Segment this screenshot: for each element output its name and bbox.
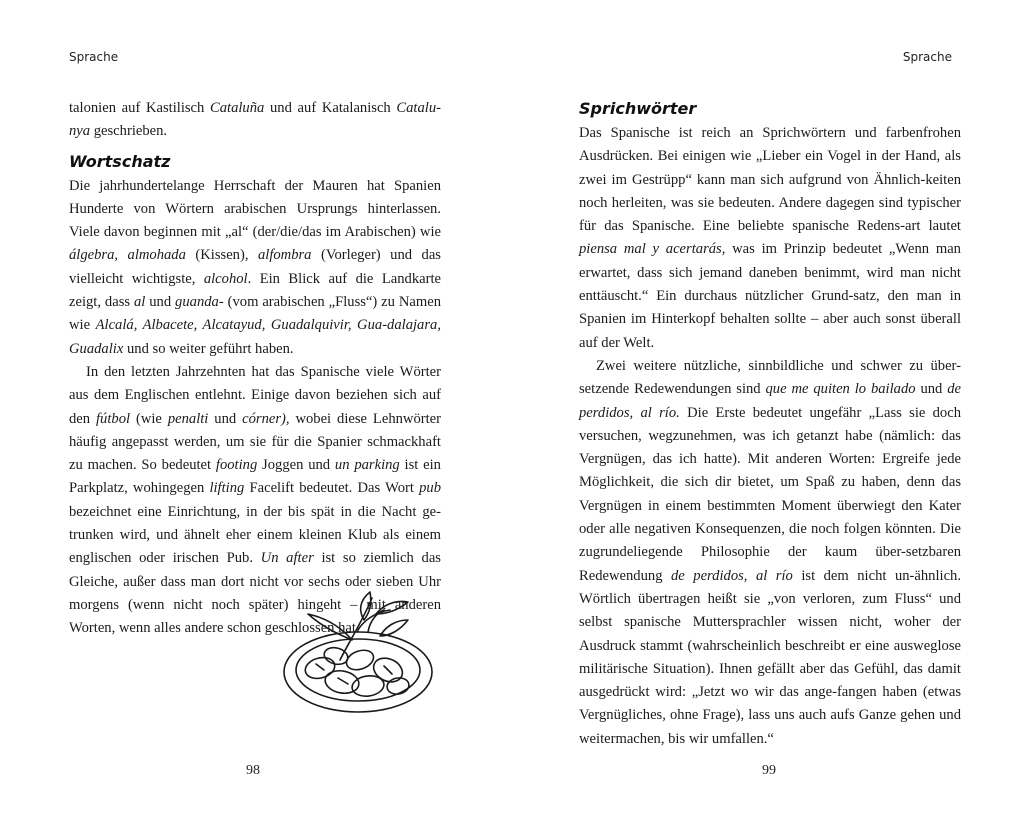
page-number-right: 99 bbox=[762, 763, 776, 778]
paragraph-arabic-words: Die jahrhundertelange Herrschaft der Mauren hat Spanien Hunderte von Wörtern arabischen Ursprungs hinterlassen. Viele davon beginnen mit „al“ (der/die/das im Arabischen) wie álgebra, almohada (Kissen), alfombra (Vorleger) und das vielleicht wichtigste, alcohol. Ein Blick auf die Landkarte zeigt, dass al und guanda- (vom arabischen „Fluss“) zu Namen wie Alcalá, Albacete, Alcatayud, Guadalquivir, Gua-dalajara, Guadalix und so weiter geführt haben. bbox=[69, 177, 442, 357]
heading-wortschatz: Wortschatz bbox=[69, 151, 171, 171]
running-head-left: Sprache bbox=[69, 50, 119, 64]
left-text-column bbox=[69, 97, 441, 641]
heading-sprichwoerter: Sprichwörter bbox=[579, 99, 697, 118]
right-page bbox=[510, 0, 1020, 826]
page-number-left: 98 bbox=[246, 763, 260, 778]
paragraph-idioms: Zwei weitere nützliche, sinnbildliche und schwer zu über-setzende Redewendungen sind que me quiten lo bailado und de perdidos, al río. Die Erste bedeutet ungefähr „Lass sie doch versuchen, wegzunehmen, was ich getanzt habe (nämlich: das Vergnügen, das ich hatte). Mit anderen Worten: Ergreife jede Möglichkeit, die sich dir bietet, um Spaß zu haben, denn das Vergnügen in einem bestimmten Moment überwiegt den Kater oder alle negativen Konsequenzen, die noch folgen könnten. Die zugrundeliegende Philosophie der kaum über-setzbaren Redewendung de perdidos, al río ist dem nicht un-ähnlich. Wörtlich übertragen heißt sie „von verloren, zum Fluss“ und selbst spanische Muttersprachler wissen nicht, woher der Ausdruck stammt (wahrscheinlich beschreibt er eine ausweglose militärische Situation). Ihnen gefällt aber das Gefühl, das damit ausgedrückt wird: „Jetzt wo wir das ange-fangen haben (etwas Vergnügliches, ohne Frage), lass uns auch aufs Ganze gehen und weitermachen, bis wir umfallen.“ bbox=[579, 357, 962, 747]
paragraph-proverbs: Das Spanische ist reich an Sprichwörtern und farbenfrohen Ausdrücken. Bei einigen wie „Lieber ein Vogel in der Hand, als zwei im Gestrüpp“ kann man sich aufgrund von Ähnlich-keiten noch herleiten, was sie bedeuten. Andere dagegen sind typischer für das Spanische. Eine beliebte spanische Redens-art lautet piensa mal y acertarás, was im Prinzip bedeutet „Wenn man erwartet, dass sich jemand daneben benimmt, wird man nicht enttäuscht.“ Ein durchaus nützlicher Grund-satz, den man in Spanien im Hinterkopf behalten sollte – aber auch sonst überall auf der Welt. bbox=[579, 125, 961, 351]
right-text-column bbox=[579, 97, 961, 751]
continuation-paragraph: talonien auf Kastilisch Cataluña und auf Katalanisch Catalu-nya geschrieben. bbox=[69, 100, 441, 140]
paragraph-english-loanwords: In den letzten Jahrzehnten hat das Spanische viele Wörter aus dem Englischen entlehnt. Einige davon beziehen sich auf den fútbol (wie penalti und córner), wobei diese Lehnwörter häufig angepasst werden, um sie für die Spanier schmackhaft zu machen. So bedeutet footing Joggen und un parking ist ein Parkplatz, wohingegen lifting Facelift bedeutet. Das Wort pub bezeichnet eine Einrichtung, in der bis spät in die Nacht ge-trunken wird, und ähnelt eher einem kleinen Klub als einem englischen oder irischen Pub. Un after ist so ziemlich das Gleiche, außer dass man dort nicht vor sechs oder sieben Uhr morgens (wenn nicht noch später) hingeht – mit anderen Worten, wenn alles andere schon geschlossen hat. bbox=[69, 363, 442, 637]
running-head-right: Sprache bbox=[902, 50, 952, 64]
olives-bowl-icon bbox=[280, 590, 440, 722]
